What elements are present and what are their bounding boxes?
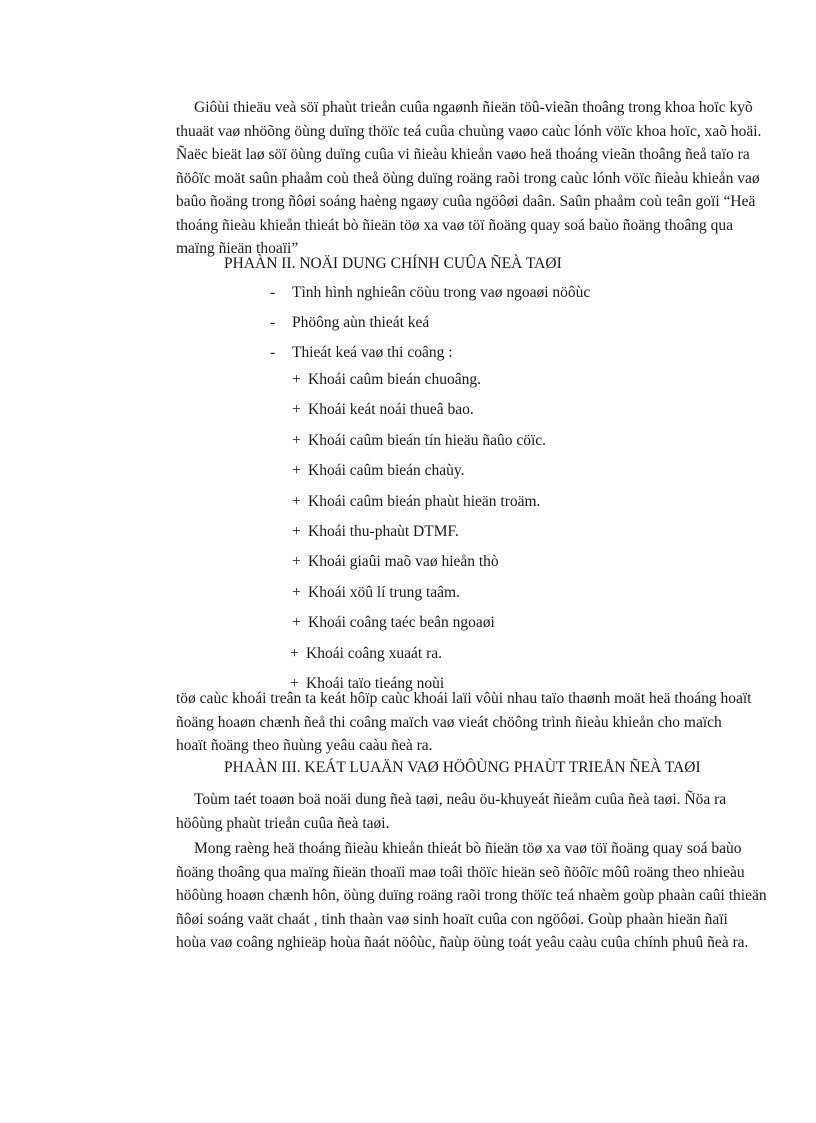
part3-para1-line: Toùm taét toaøn boä noäi dung ñeà taøi, neâu öu-khuyeát ñieåm cuûa ñeà taøi. Ñöa ra	[194, 791, 727, 808]
sublist-item: + Khoái keát noái thueâ bao.	[292, 401, 474, 419]
part2-heading: PHAÀN II. NOÄI DUNG CHÍNH CUÛA ÑEÀ TAØI	[224, 255, 562, 272]
sublist-item-label: Khoái caûm bieán chaùy.	[308, 462, 465, 480]
part2-sublist	[292, 365, 546, 699]
part3-para2-line: ñoäng thoâng qua maïng ñieän thoaïi maø toâi thöïc hieän seõ ñöôïc môû roäng theo nhieàu	[176, 863, 745, 881]
part3-para1-line: höôùng phaùt trieån cuûa ñeà taøi.	[176, 814, 390, 832]
list-item: - Thieát keá vaø thi coâng :	[270, 344, 453, 361]
summary-line: hoaït ñoäng theo ñuùng yeâu caàu ñeà ra.	[176, 737, 433, 754]
sublist-item-label: Khoái caûm bieán tín hieäu ñaûo cöïc.	[308, 431, 547, 449]
sublist-item-label: Khoái coâng xuaát ra.	[306, 644, 442, 662]
sublist-item: + Khoái caûm bieán tín hieäu ñaûo cöïc.	[292, 431, 547, 449]
sublist-item-label: Khoái xöû lí trung taâm.	[308, 583, 460, 601]
sublist-item: + Khoái taïo tieáng noùi	[290, 674, 445, 692]
part3-heading: PHAÀN III. KEÁT LUAÄN VAØ HÖÔÙNG PHAÙT TRIEÅN ÑEÀ TAØI	[224, 759, 701, 776]
intro-line: baûo ñoäng trong ñôøi soáng haèng ngaøy cuûa ngöôøi daân. Saûn phaåm coù teân goïi “Heä	[176, 193, 756, 210]
intro-line: Giôùi thieäu veà söï phaùt trieån cuûa ngaønh ñieän töû-vieãn thoâng trong khoa hoïc kyõ	[194, 99, 753, 116]
sublist-item-label: Khoái keát noái thueâ bao.	[308, 401, 474, 419]
sublist-item: + Khoái coâng taéc beân ngoaøi	[292, 614, 495, 632]
part3-para2-line: hoùa vaø coâng nghieäp hoùa ñaát nöôùc, ñaùp öùng toát yeâu caàu cuûa chính phuû ñeà ra.	[176, 934, 749, 951]
sublist-item: + Khoái xöû lí trung taâm.	[292, 583, 460, 601]
intro-line: Ñaëc bieät laø söï öùng duïng cuûa vi ñieàu khieån vaøo heä thoáng vieãn thoâng ñeå taïo ra	[176, 146, 750, 163]
part2-summary-paragraph	[176, 687, 752, 758]
list-item: - Tình hình nghieân cöùu trong vaø ngoaøi nöôùc	[270, 284, 591, 301]
part3-para2-line: Mong raèng heä thoáng ñieàu khieån thieát bò ñieän töø xa vaø töï ñoäng quay soá baùo	[194, 840, 742, 857]
part3-para2-line: höôùng hoaøn chænh hôn, öùng duïng roäng raõi trong thöïc teá nhaèm goùp phaàn caûi thieän	[176, 887, 767, 904]
sublist-item-label: Khoái caûm bieán chuoâng.	[308, 371, 482, 388]
sublist-item-label: Khoái coâng taéc beân ngoaøi	[308, 614, 495, 632]
summary-line: ñoäng hoaøn chænh ñeå thi coâng maïch vaø vieát chöông trình ñieàu khieån cho maïch	[176, 713, 722, 731]
sublist-item-label: Khoái thu-phaùt DTMF.	[308, 522, 459, 540]
sublist-item: + Khoái coâng xuaát ra.	[290, 644, 442, 662]
sublist-item: + Khoái giaûi maõ vaø hieån thò	[292, 553, 499, 571]
sublist-item-label: Khoái taïo tieáng noùi	[306, 674, 445, 692]
list-item-label: Tình hình nghieân cöùu trong vaø ngoaøi nöôùc	[292, 284, 591, 301]
sublist-item: + Khoái caûm bieán chuoâng.	[292, 371, 482, 388]
sublist-item: + Khoái caûm bieán chaùy.	[292, 462, 465, 480]
list-item: - Phöông aùn thieát keá	[270, 314, 430, 331]
summary-line: töø caùc khoái treân ta keát hôïp caùc khoái laïi vôùi nhau taïo thaønh moät heä thoáng hoaït	[176, 690, 752, 707]
sublist-item-label: Khoái caûm bieán phaùt hieän troäm.	[308, 492, 541, 510]
intro-line: thoáng ñieàu khieån thieát bò ñieän töø xa vaø töï ñoäng quay soá baùo ñoäng thoâng qua	[176, 216, 733, 234]
part3-paragraph-2	[176, 837, 767, 955]
intro-line: maïng ñieän thoaïi”	[176, 240, 299, 257]
intro-paragraph	[176, 96, 762, 261]
sublist-item: + Khoái thu-phaùt DTMF.	[292, 522, 459, 540]
list-item-label: Phöông aùn thieát keá	[292, 314, 430, 331]
part3-paragraph-1	[176, 788, 727, 835]
intro-line: thuaät vaø nhöõng öùng duïng thöïc teá cuûa chuùng vaøo caùc lónh vöïc khoa hoïc, xaõ hoäi.	[176, 122, 762, 140]
list-item-label: Thieát keá vaø thi coâng :	[292, 344, 453, 361]
sublist-item: + Khoái caûm bieán phaùt hieän troäm.	[292, 492, 541, 510]
intro-line: ñöôïc moät saûn phaåm coù theå öùng duïng roäng raõi trong caùc lónh vöïc ñieàu khieån vaø	[176, 169, 760, 187]
part3-para2-line: ñôøi soáng vaät chaát , tinh thaàn vaø sinh hoaït cuûa con ngöôøi. Goùp phaàn hieän ñaïi	[176, 910, 728, 928]
sublist-item-label: Khoái giaûi maõ vaø hieån thò	[308, 553, 499, 571]
part2-list	[270, 278, 590, 368]
